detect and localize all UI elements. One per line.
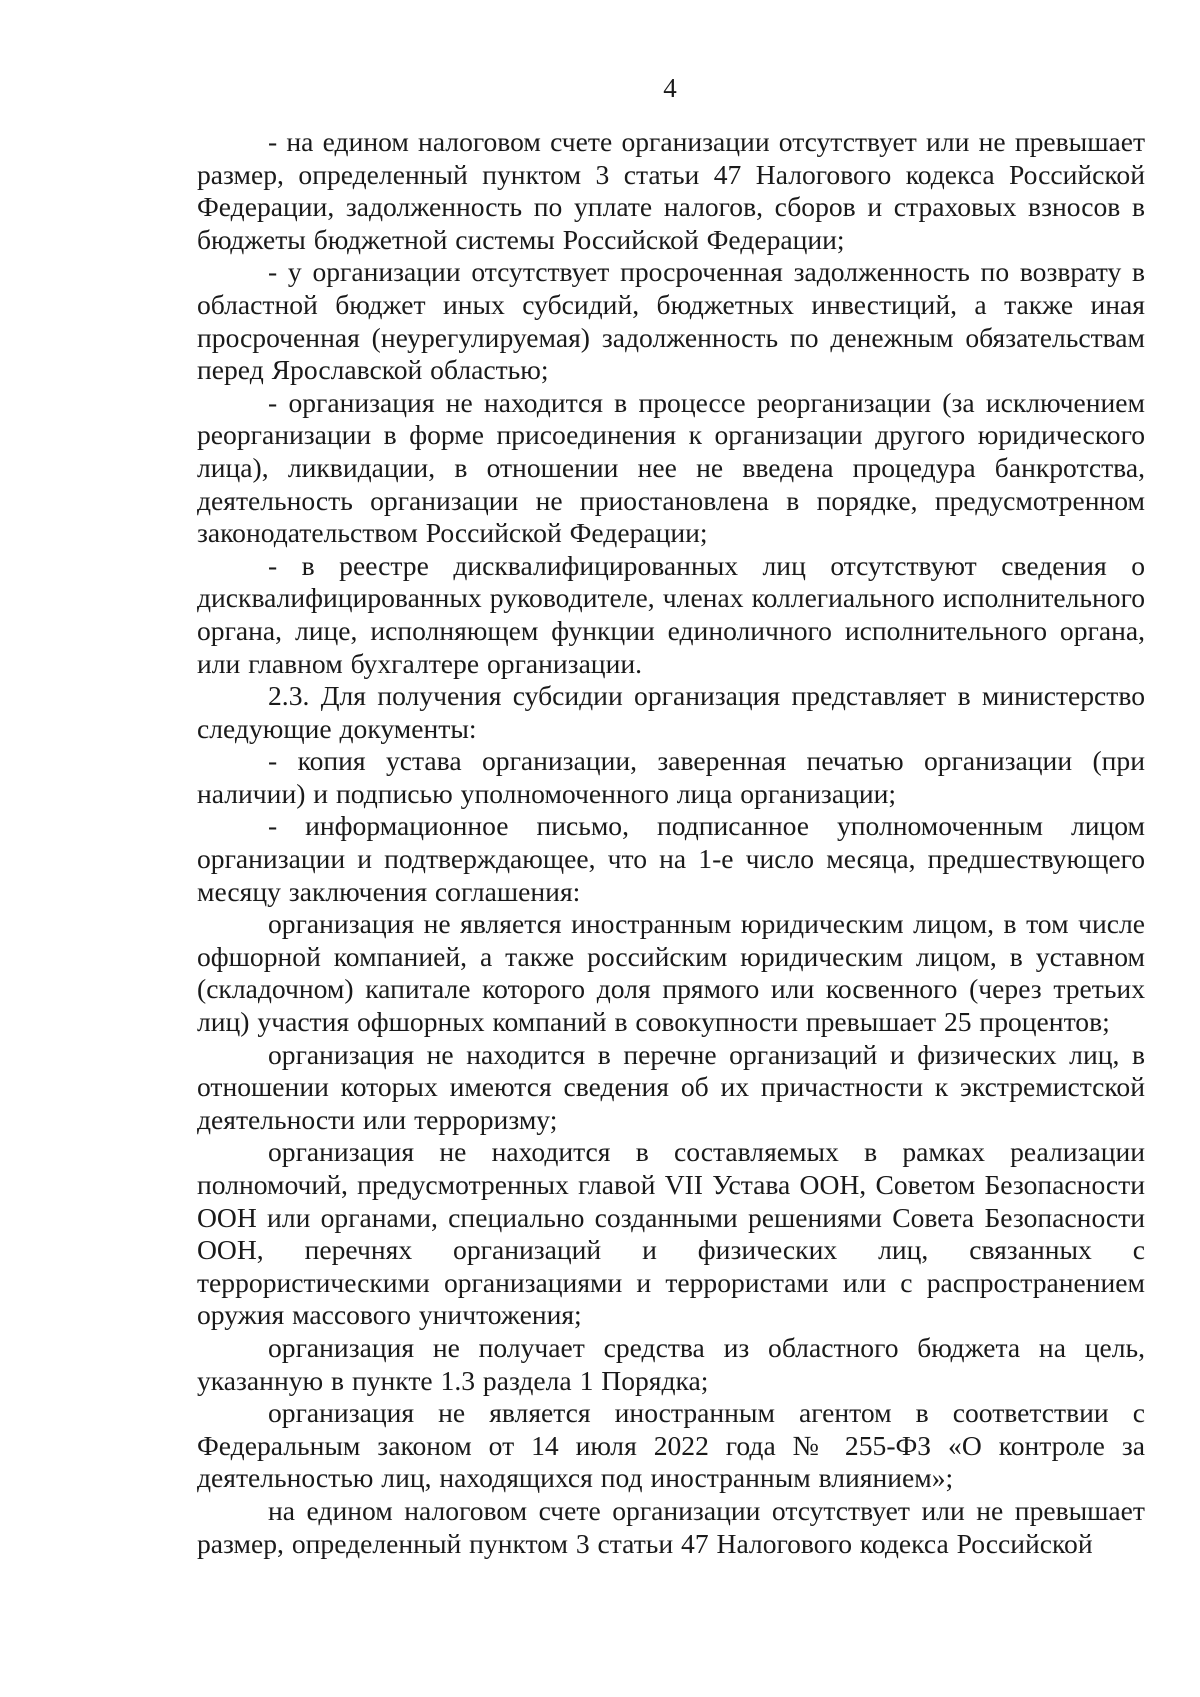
paragraph-tax-account: - на едином налоговом счете организации отсутствует или не превышает размер, определенный пунктом 3 статьи 47 Налогового кодекса Российской Федерации, задолженность по уплате налогов, сборов и страховых взносов в бюджеты бюджетной системы Российской Федерации; xyxy=(197,126,1145,255)
paragraph-section-2-3: 2.3. Для получения субсидии организация представляет в министерство следующие документы: xyxy=(197,680,1145,744)
paragraph-reorganization: - организация не находится в процессе реорганизации (за исключением реорганизации в форме присоединения к организации другого юридического лица), ликвидации, в отношении нее не введена процедура банкротства, деятельность организации не приостановлена в порядке, предусмотренном законодательством Российской Федерации; xyxy=(197,386,1145,549)
paragraph-foreign-agent: организация не является иностранным агентом в соответствии с Федеральным законом от 14 июля 2022 года № 255-ФЗ «О контроле за деятельностью лиц, находящихся под иностранным влиянием»; xyxy=(197,1397,1145,1494)
paragraph-disqualified-registry: - в реестре дисквалифицированных лиц отсутствуют сведения о дисквалифицированных руководителе, членах коллегиального исполнительного органа, лице, исполняющем функции единоличного исполнительного органа, или главном бухгалтере организации. xyxy=(197,549,1145,679)
paragraph-charter-copy: - копия устава организации, заверенная печатью организации (при наличии) и подписью уполномоченного лица организации; xyxy=(197,745,1145,809)
paragraph-regional-budget: организация не получает средства из областного бюджета на цель, указанную в пункте 1.3 раздела 1 Порядка; xyxy=(197,1331,1145,1396)
paragraph-un-lists: организация не находится в составляемых в рамках реализации полномочий, предусмотренных главой VII Устава ООН, Советом Безопасности ООН или органами, специально созданными решениями Совета Безопасности ООН, перечнях организаций и физических лиц, связанных с террористическими организациями и террористами или с распространением оружия массового уничтожения; xyxy=(197,1136,1145,1331)
page-number: 4 xyxy=(663,73,677,103)
paragraph-tax-account-2: на едином налоговом счете организации отсутствует или не превышает размер, определенный пунктом 3 статьи 47 Налогового кодекса Российской xyxy=(197,1494,1145,1559)
paragraph-overdue-debt: - у организации отсутствует просроченная задолженность по возврату в областной бюджет иных субсидий, бюджетных инвестиций, а также иная просроченная (неурегулируемая) задолженность по денежным обязательствам перед Ярославской областью; xyxy=(197,256,1145,386)
paragraph-extremism-list: организация не находится в перечне организаций и физических лиц, в отношении которых имеются сведения об их причастности к экстремистской деятельности или терроризму; xyxy=(197,1038,1145,1135)
paragraph-not-foreign-entity: организация не является иностранным юридическим лицом, в том числе офшорной компанией, а также российским юридическим лицом, в уставном (складочном) капитале которого доля прямого или косвенного (через третьих лиц) участия офшорных компаний в совокупности превышает 25 процентов; xyxy=(197,908,1145,1038)
document-body xyxy=(197,126,1145,1560)
paragraph-information-letter: - информационное письмо, подписанное уполномоченным лицом организации и подтверждающее, что на 1-е число месяца, предшествующего месяцу заключения соглашения: xyxy=(197,810,1145,907)
